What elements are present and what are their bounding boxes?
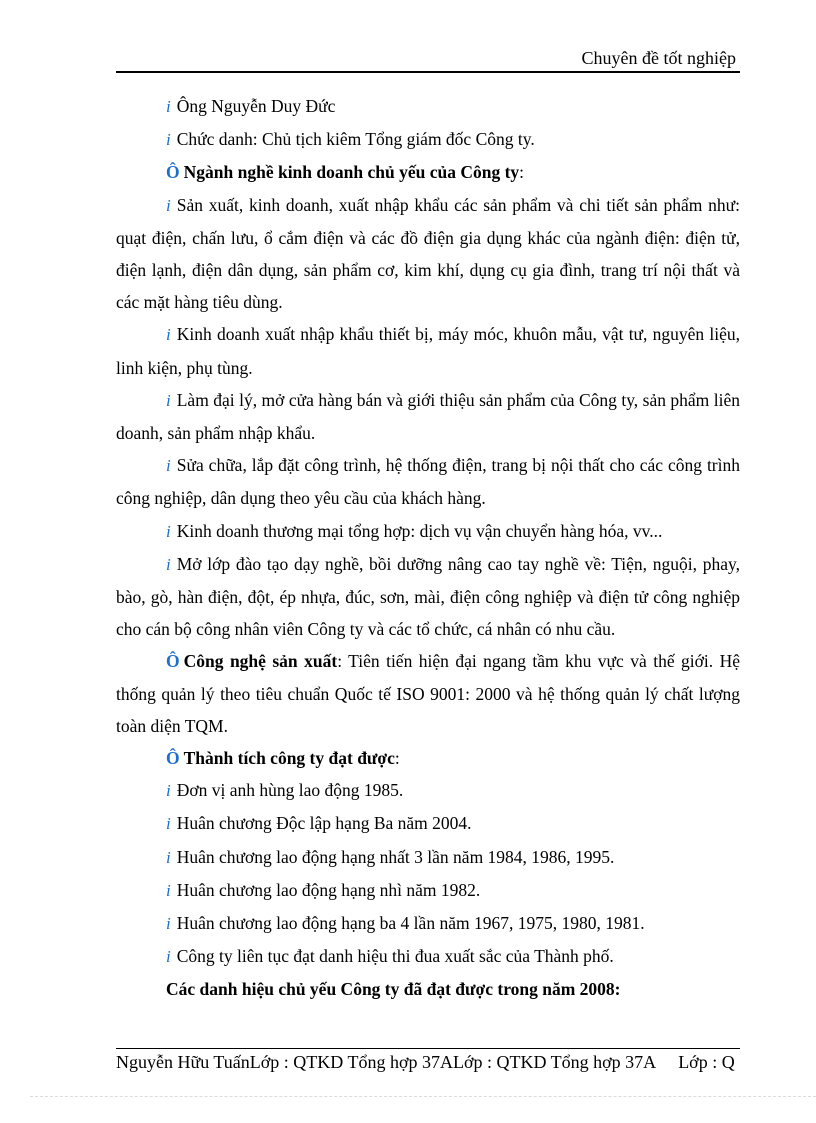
footer-class-3: Lớp : Q xyxy=(678,1052,735,1072)
bullet-text: Huân chương lao động hạng ba 4 lần năm 1967, 1975, 1980, 1981. xyxy=(176,913,645,934)
section-heading-achievements xyxy=(116,742,740,774)
bullet-marker: i xyxy=(166,914,171,934)
bullet-text: Làm đại lý, mở cửa hàng bán và giới thiệu sản phẩm của Công ty, sản phẩm liên doanh, sản phẩm nhập khẩu. xyxy=(116,389,740,444)
bullet-marker: i xyxy=(166,130,171,150)
bullet-text: Kinh doanh xuất nhập khẩu thiết bị, máy móc, khuôn mẫu, vật tư, nguyên liệu, linh kiện, phụ tùng. xyxy=(116,324,740,378)
bullet-text: Sản xuất, kinh doanh, xuất nhập khẩu các sản phẩm và chi tiết sản phẩm như: quạt điện, chấn lưu, ổ cắm điện và các đồ điện gia dụng khác của ngành điện: điện tử, điện lạnh, điện dân dụng, sản phẩm cơ, kim khí, dụng cụ gia đình, trang trí nội thất và các mặt hàng tiêu dùng. xyxy=(116,194,740,313)
bullet-item-manufacturing xyxy=(116,189,740,319)
section-heading-rest: : xyxy=(394,748,400,769)
bullet-marker: i xyxy=(166,521,171,541)
bullet-text: Mở lớp đào tạo dạy nghề, bồi dưỡng nâng cao tay nghề về: Tiện, nguội, phay, bào, gò, hàn điện, đột, ép nhựa, đúc, sơn, mài, điện công nghiệp và điện tử công nghiệp cho cán bộ công nhân viên Công ty và các tổ chức, cá nhân có nhu cầu. xyxy=(116,553,740,640)
bullet-marker: i xyxy=(166,947,171,967)
section-heading-titles-2008 xyxy=(116,973,740,1005)
bullet-text: Huân chương Độc lập hạng Ba năm 2004. xyxy=(176,813,472,834)
section-heading-business-lines xyxy=(116,156,740,188)
bullet-item-award-labor-third xyxy=(116,907,740,940)
bullet-text: Huân chương lao động hạng nhì năm 1982. xyxy=(176,879,481,900)
bullet-marker: i xyxy=(166,880,171,900)
footer-class-2: Lớp : QTKD Tổng hợp 37A xyxy=(452,1052,657,1072)
bullet-text: Chức danh: Chủ tịch kiêm Tổng giám đốc Công ty. xyxy=(176,129,535,150)
bullet-text: Ông Nguyễn Duy Đức xyxy=(176,96,336,116)
bullet-item-owner xyxy=(116,90,740,123)
footer-author: Nguyễn Hữu Tuấn xyxy=(116,1052,250,1072)
section-heading-bold: Thành tích công ty đạt được xyxy=(183,748,395,769)
section-marker: Ô xyxy=(166,162,180,183)
bullet-item-award-labor-second xyxy=(116,874,740,907)
bullet-item-award-labor-first xyxy=(116,841,740,874)
bullet-item-training xyxy=(116,548,740,646)
document-body xyxy=(116,90,740,1006)
bullet-marker: i xyxy=(166,456,171,476)
bullet-text: Sửa chữa, lắp đặt công trình, hệ thống điện, trang bị nội thất cho các công trình công nghiệp, dân dụng theo yêu cầu của khách hàng. xyxy=(116,455,740,509)
bullet-marker: i xyxy=(166,554,171,574)
bullet-text: Huân chương lao động hạng nhất 3 lần năm 1984, 1986, 1995. xyxy=(176,846,615,867)
bullet-item-emulation xyxy=(116,940,740,973)
bullet-marker: i xyxy=(166,195,171,215)
section-heading-rest: : xyxy=(519,162,525,183)
bullet-item-award-hero xyxy=(116,774,740,807)
bullet-item-trade xyxy=(116,515,740,548)
footer xyxy=(116,1052,816,1073)
section-marker: Ô xyxy=(166,651,180,672)
bullet-marker: i xyxy=(166,325,171,345)
bullet-text: Kinh doanh thương mại tổng hợp: dịch vụ vận chuyển hàng hóa, vv... xyxy=(176,520,663,541)
bullet-marker: i xyxy=(166,847,171,867)
footer-rule xyxy=(116,1048,740,1049)
footer-class-1: Lớp : QTKD Tổng hợp 37A xyxy=(249,1052,453,1072)
section-heading-bold: Các danh hiệu chủ yếu Công ty đã đạt được trong năm 2008: xyxy=(166,979,621,1000)
header-title: Chuyên đề tốt nghiệp xyxy=(581,48,736,68)
bullet-marker: i xyxy=(166,814,171,834)
bullet-marker: i xyxy=(166,390,171,410)
bullet-item-agency xyxy=(116,384,740,449)
section-heading-bold: Ngành nghề kinh doanh chủ yếu của Công ty xyxy=(183,162,520,183)
bullet-text: Đơn vị anh hùng lao động 1985. xyxy=(176,780,404,801)
bullet-item-repair xyxy=(116,449,740,514)
bullet-marker: i xyxy=(166,781,171,801)
header-rule xyxy=(116,71,740,73)
bullet-text: Công ty liên tục đạt danh hiệu thi đua xuất sắc của Thành phố. xyxy=(176,946,614,967)
bullet-item-award-independence xyxy=(116,807,740,840)
section-marker: Ô xyxy=(166,748,180,769)
section-heading-bold: Công nghệ sản xuất xyxy=(183,651,338,672)
section-heading-technology xyxy=(116,645,740,742)
bullet-item-title xyxy=(116,123,740,156)
bullet-item-import-export xyxy=(116,318,740,383)
bullet-marker: i xyxy=(166,97,171,116)
page-edge-divider xyxy=(30,1096,816,1097)
section-heading-rest: : Tiên tiến hiện đại ngang tầm khu vực và thế giới. Hệ thống quản lý theo tiêu chuẩn Quốc tế ISO 9001: 2000 và hệ thống quản lý chất lượng toàn diện TQM. xyxy=(116,651,740,736)
